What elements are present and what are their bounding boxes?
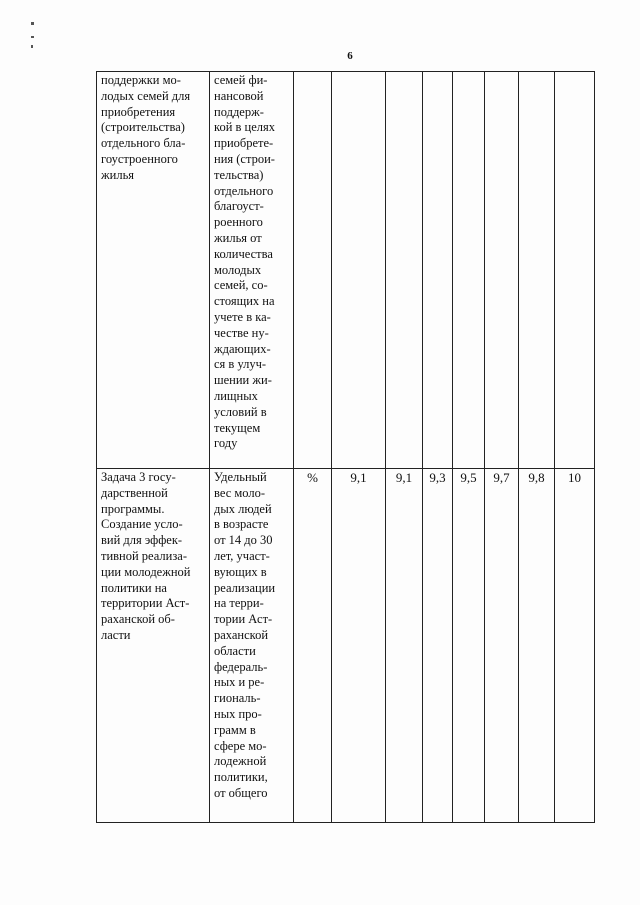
- value-cell: 9,1: [332, 469, 386, 823]
- value-cell: [485, 72, 519, 469]
- page-number: 6: [347, 50, 353, 62]
- unit-cell: [294, 72, 332, 469]
- value-cell: [332, 72, 386, 469]
- value-cell: [453, 72, 485, 469]
- data-table: [96, 71, 595, 823]
- task-cell: Задача 3 госу- дарственной программы. Создание усло- вий для эффек- тивной реализа- ции молодежной политики на территории Аст- раханской об- ласти: [97, 469, 210, 823]
- scan-artifact: [31, 45, 33, 48]
- table-row: [97, 469, 595, 823]
- value-cell: 10: [555, 469, 595, 823]
- scan-artifact: [31, 22, 34, 25]
- value-cell: 9,7: [485, 469, 519, 823]
- value-cell: 9,5: [453, 469, 485, 823]
- value-cell: 9,3: [423, 469, 453, 823]
- value-cell: [519, 72, 555, 469]
- value-cell: [555, 72, 595, 469]
- value-cell: [386, 72, 423, 469]
- table-row: [97, 72, 595, 469]
- indicator-cell: семей фи- нансовой поддерж- кой в целях приобрете- ния (строи- тельства) отдельного благоуст- роенного жилья от количества молодых семей, со- стоящих на учете в ка- честве ну- ждающих- ся в улуч- шении жи- лищных условий в текущем году: [210, 72, 294, 469]
- indicator-cell: Удельный вес моло- дых людей в возрасте от 14 до 30 лет, участ- вующих в реализации на терри- тории Аст- раханской области федераль- ных и ре- гиональ- ных про- грамм в сфере мо- лодежной политики, от общего: [210, 469, 294, 823]
- scan-artifact: [31, 36, 34, 38]
- task-cell: поддержки мо- лодых семей для приобретения (строительства) отдельного бла- гоустроенного жилья: [97, 72, 210, 469]
- value-cell: [423, 72, 453, 469]
- value-cell: 9,8: [519, 469, 555, 823]
- value-cell: 9,1: [386, 469, 423, 823]
- unit-cell: %: [294, 469, 332, 823]
